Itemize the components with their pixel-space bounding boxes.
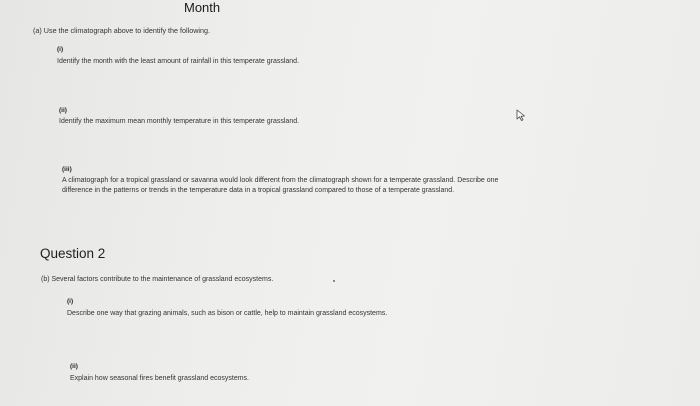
stray-mark [333, 280, 335, 282]
question-text: Explain how seasonal fires benefit grassland ecosystems. [70, 375, 249, 382]
question-number: (i) [57, 46, 64, 53]
question-text: Identify the month with the least amount of rainfall in this temperate grassland. [57, 58, 300, 65]
part-a-intro: (a) Use the climatograph above to identify the following. [33, 26, 210, 35]
mouse-pointer-icon [516, 109, 526, 121]
question-number: (ii) [70, 363, 78, 370]
question-text-line-2: difference in the patterns or trends in the temperature data in a tropical grassland compared to those of a temperate grassland. [62, 187, 455, 194]
question-text: Describe one way that grazing animals, such as bison or cattle, help to maintain grassland ecosystems. [67, 310, 388, 317]
question-text: Identify the maximum mean monthly temperature in this temperate grassland. [59, 118, 300, 125]
section-title: Question 2 [40, 246, 106, 261]
question-number: (ii) [59, 107, 67, 114]
question-number: (i) [67, 298, 74, 305]
question-text-line-1: A climatograph for a tropical grassland or savanna would look different from the climatograph shown for a temperate grassland. Describe one [62, 177, 499, 184]
chart-x-axis-label: Month [184, 0, 221, 15]
part-b-intro: (b) Several factors contribute to the maintenance of grassland ecosystems. [41, 276, 274, 283]
question-number: (iii) [62, 166, 72, 173]
